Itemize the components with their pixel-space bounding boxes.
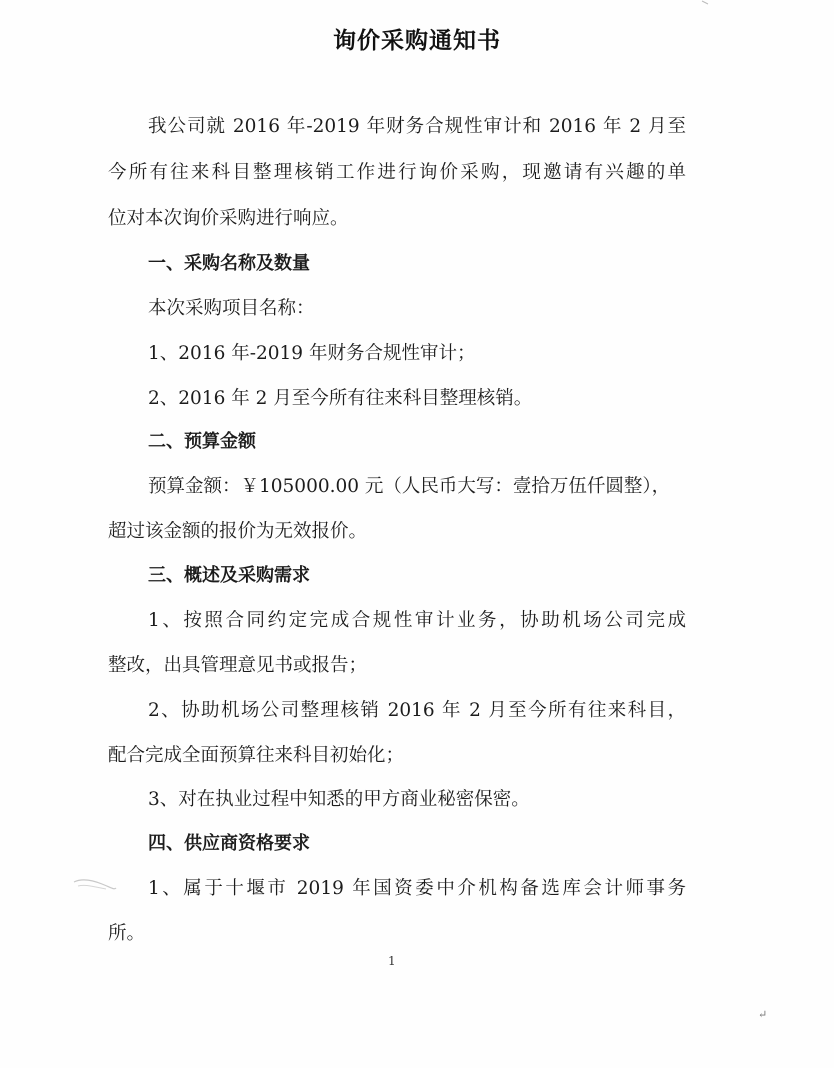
body-line: 1、属于十堰市 2019 年国资委中介机构备选库会计师事务 bbox=[148, 878, 686, 899]
page-number: 1 bbox=[388, 954, 396, 968]
section-heading: 四、供应商资格要求 bbox=[148, 833, 310, 854]
body-line: 预算金额：￥105000.00 元（人民币大写：壹拾万伍仟圆整）， bbox=[148, 476, 671, 497]
section-heading: 二、预算金额 bbox=[148, 431, 256, 452]
body-line: 2、协助机场公司整理核销 2016 年 2 月至今所有往来科目， bbox=[148, 700, 686, 721]
body-line: 配合完成全面预算往来科目初始化； bbox=[108, 745, 405, 766]
section-heading: 三、概述及采购需求 bbox=[148, 565, 310, 586]
section-heading: 一、采购名称及数量 bbox=[148, 253, 310, 274]
body-line: 1、2016 年-2019 年财务合规性审计； bbox=[148, 343, 476, 364]
body-line: 整改，出具管理意见书或报告； bbox=[108, 655, 368, 676]
intro-line: 我公司就 2016 年-2019 年财务合规性审计和 2016 年 2 月至 bbox=[148, 116, 686, 137]
body-line: 1、按照合同约定完成合规性审计业务，协助机场公司完成 bbox=[148, 610, 686, 631]
body-line: 2、2016 年 2 月至今所有往来科目整理核销。 bbox=[148, 388, 533, 409]
scan-artifact-icon bbox=[700, 0, 710, 6]
intro-line: 位对本次询价采购进行响应。 bbox=[108, 208, 349, 229]
scan-smudge-icon bbox=[72, 876, 118, 894]
paragraph-return-icon: ↵ bbox=[758, 1008, 768, 1021]
body-line: 3、对在执业过程中知悉的甲方商业秘密保密。 bbox=[148, 789, 530, 810]
intro-line: 今所有往来科目整理核销工作进行询价采购，现邀请有兴趣的单 bbox=[108, 162, 686, 183]
body-line: 本次采购项目名称： bbox=[148, 298, 315, 319]
body-line: 超过该金额的报价为无效报价。 bbox=[108, 521, 368, 542]
document-title: 询价采购通知书 bbox=[333, 28, 501, 54]
body-line: 所。 bbox=[108, 923, 146, 944]
